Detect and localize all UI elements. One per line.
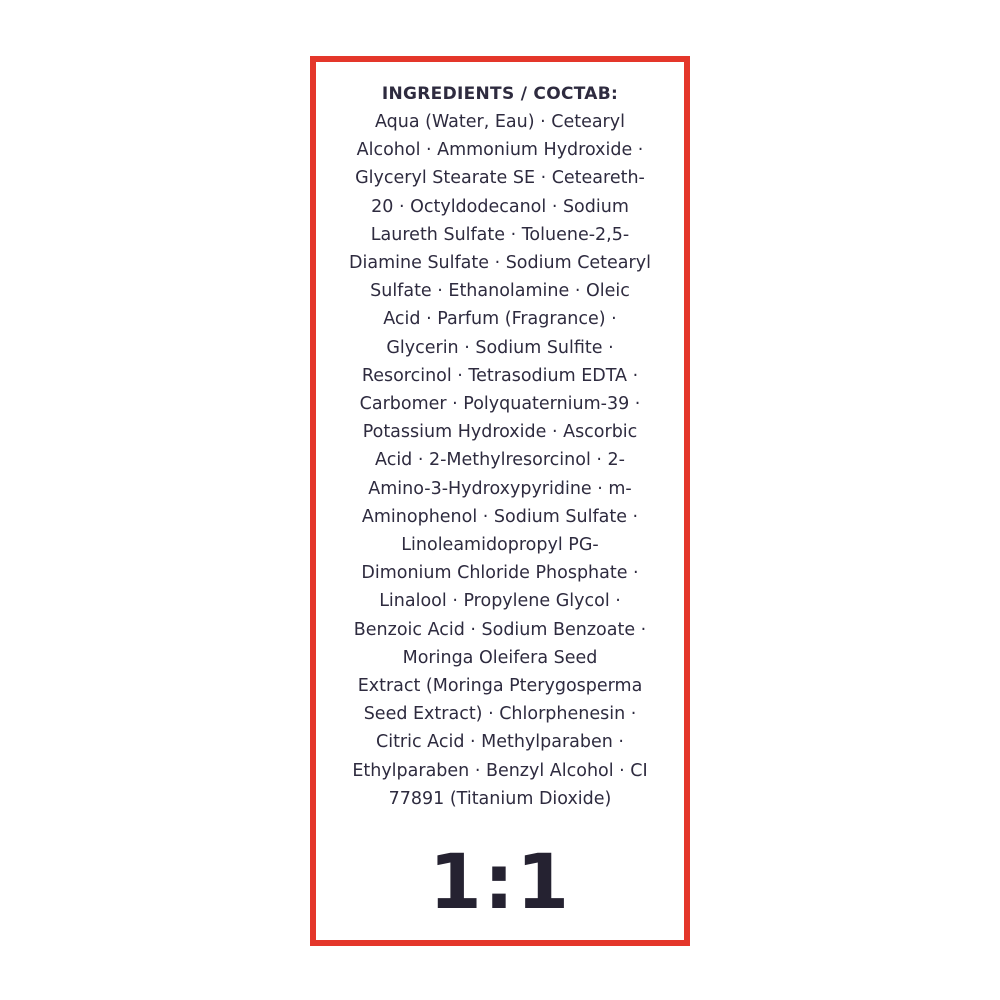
ingredients-line: Aqua (Water, Eau) · Cetearyl [375, 112, 625, 132]
ingredients-line: Citric Acid · Methylparaben · [375, 732, 624, 753]
ingredients-line: Potassium Hydroxide · Ascorbic [362, 422, 638, 443]
ingredients-block [316, 80, 684, 813]
ingredients-line: Acid · Parfum (Fragrance) · [383, 309, 617, 330]
ingredients-line: Alcohol · Ammonium Hydroxide · [356, 140, 644, 161]
ingredients-line: Linalool · Propylene Glycol · [379, 591, 621, 612]
ingredients-line: Carbomer · Polyquaternium-39 · [359, 394, 641, 415]
ingredients-line: Resorcinol · Tetrasodium EDTA · [361, 365, 639, 386]
ingredients-line: Amino-3-Hydroxypyridine · m- [368, 478, 632, 499]
ingredients-heading: INGREDIENTS / COCTAB: [381, 84, 619, 104]
ingredients-line: Glycerin · Sodium Sulfite · [386, 337, 614, 358]
ingredients-line: 77891 (Titanium Dioxide) [388, 788, 612, 809]
ingredients-line: 20 · Octyldodecanol · Sodium [371, 196, 629, 217]
ingredients-line: Glyceryl Stearate SE · Ceteareth- [355, 168, 645, 189]
ingredients-line: Linoleamidopropyl PG- [401, 535, 599, 556]
ingredients-line: Dimonium Chloride Phosphate · [361, 563, 639, 584]
ingredients-label-panel [310, 56, 690, 946]
ingredients-line: Sulfate · Ethanolamine · Oleic [370, 281, 630, 302]
ingredients-line: Moringa Oleifera Seed [402, 647, 598, 668]
ingredients-line: Laureth Sulfate · Toluene-2,5- [370, 224, 630, 245]
ingredients-line: Acid · 2-Methylresorcinol · 2- [375, 450, 625, 471]
ingredients-line: Aminophenol · Sodium Sulfate · [361, 506, 639, 527]
ingredients-list [316, 108, 684, 813]
ingredients-line: Ethylparaben · Benzyl Alcohol · CI [352, 760, 648, 781]
ingredients-line: Extract (Moringa Pterygosperma [357, 676, 643, 697]
ingredients-line: Diamine Sulfate · Sodium Cetearyl [349, 253, 651, 274]
ingredients-line: Benzoic Acid · Sodium Benzoate · [353, 619, 647, 640]
mixing-ratio: 1:1 [428, 837, 572, 926]
ingredients-line: Seed Extract) · Chlorphenesin · [363, 704, 637, 725]
